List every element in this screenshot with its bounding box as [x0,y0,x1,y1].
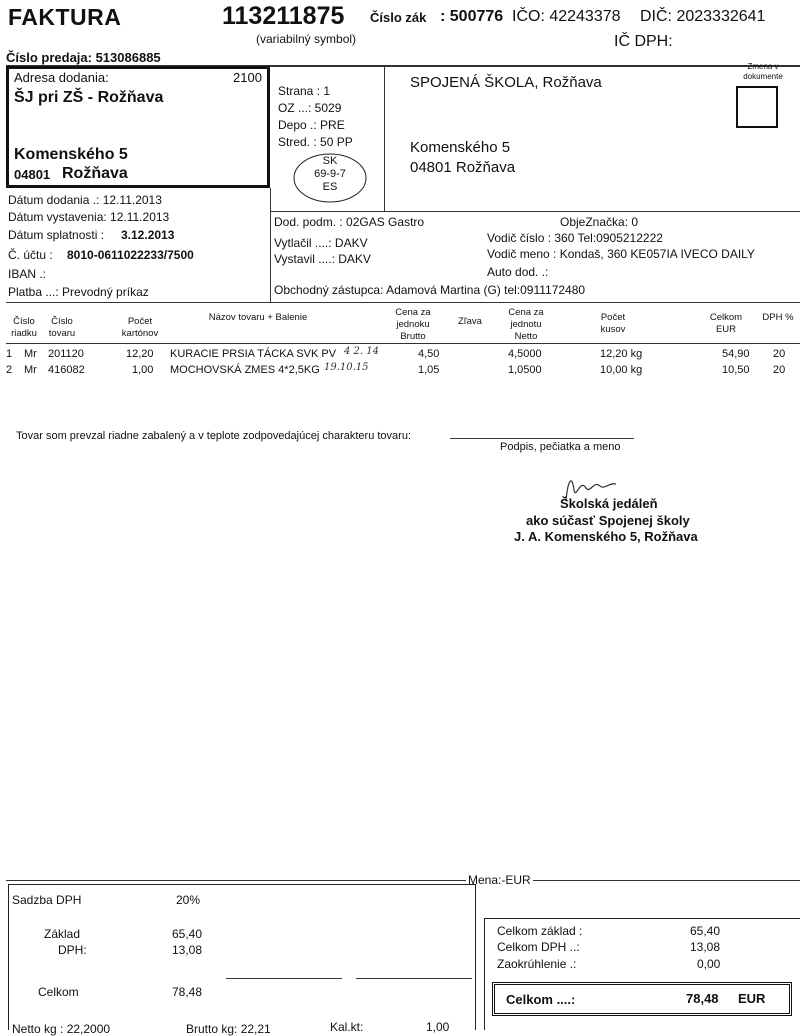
driver-number: Vodič číslo : 360 Tel:0905212222 [487,231,663,245]
col-total: Celkom EUR [709,312,743,335]
row-item-number: 416082 [48,364,85,376]
col-gross-price: Cena za jednoku Brutto [395,307,431,342]
grand-total-value: 78,48 [686,991,719,1006]
customer-number: : 500776 [440,8,504,25]
ic-dph-label: IČ DPH: [614,33,673,50]
row-product-name: MOCHOVSKÁ ZMES 4*2,5KG [170,364,320,376]
row-total: 54,90 [722,348,750,360]
delivery-address-label: Adresa dodania: [14,70,109,85]
row-total: 10,50 [722,364,750,376]
printed-by: Vytlačil ....: DAKV [274,236,368,250]
col-product-name: Názov tovaru + Balenie [208,312,308,323]
grand-total-currency: EUR [738,991,766,1006]
account-label: Č. účtu : [8,248,53,262]
delivery-name: ŠJ pri ZŠ - Rožňava [14,89,164,106]
iban-label: IBAN .: [8,267,47,281]
variable-symbol-note: (variabilný symbol) [256,32,357,46]
total-base-label: Celkom základ : [497,924,583,938]
route-stred: Stred. : 50 PP [278,135,353,149]
ico-number: IČO: 42243378 [512,8,621,25]
dic-number: DIČ: 2023332641 [640,8,766,25]
footer-brutto: Brutto kg: 22,21 [186,1022,271,1036]
total-vat-value: 13,08 [690,940,721,954]
grand-total-label: Celkom ....: [506,992,576,1007]
route-oz: OZ ...: 5029 [278,101,342,115]
footer-kal-value: 1,00 [426,1020,450,1034]
vat-base-value: 65,40 [172,927,203,941]
delivery-zip: 04801 [14,167,51,182]
currency-label: Mena:-EUR [468,873,531,887]
stamp-line-1: Školská jedáleň [560,496,658,511]
row-gross-price: 4,50 [418,348,440,360]
due-date: 3.12.2013 [121,228,175,242]
row-number: 1 [6,348,13,360]
veterinary-seal-text [292,155,368,194]
delivery-street: Komenského 5 [14,146,128,163]
sales-representative: Obchodný zástupca: Adamová Martina (G) tel:0911172480 [274,283,586,297]
row-cartons: 12,20 [126,348,154,360]
delivery-city: Rožňava [62,165,128,182]
document-title: FAKTURA [8,4,122,30]
row-net-price: 1,0500 [508,364,542,376]
row-cartons: 1,00 [132,364,154,376]
row-number: 2 [6,364,13,376]
issue-date: Dátum vystavenia: 12.11.2013 [8,210,170,224]
row-quantity: 12,20 kg [600,348,643,360]
vat-amount-value: 13,08 [172,943,203,957]
billing-name: SPOJENÁ ŠKOLA, Rožňava [410,74,602,91]
driver-name: Vodič meno : Kondaš, 360 KE057IA IVECO DAILY [487,247,755,261]
col-discount: Zľava [458,316,482,327]
col-cartons: Počet kartónov [121,316,159,339]
change-checkbox [736,86,778,128]
billing-zip-city: 04801 Rožňava [410,159,516,176]
footer-netto: Netto kg : 22,2000 [12,1022,111,1036]
change-in-document-note: Zmena v dokumente [743,62,783,81]
customer-number-label: Číslo zák [370,10,427,25]
rounding-value: 0,00 [697,957,721,971]
total-base-value: 65,40 [690,924,721,938]
row-vat: 20 [773,364,786,376]
footer-kal: Kal.kt: [330,1020,364,1034]
col-quantity: Počet kusov [600,312,626,335]
order-mark: ObjeZnačka: 0 [560,215,639,229]
row-net-price: 4,5000 [508,348,542,360]
row-product-name: KURACIE PRSIA TÁCKA SVK PV [170,348,337,360]
row-handwritten-note: 19.10.15 [324,362,369,373]
billing-street: Komenského 5 [410,139,511,156]
seal-line-2: 69-9-7 [314,168,346,180]
col-vat-rate: DPH % [762,312,794,323]
signature-label: Podpis, pečiatka a meno [500,441,621,453]
delivery-address-code: 2100 [233,70,262,85]
route-depo: Depo .: PRE [278,118,345,132]
order-number: Číslo predaja: 513086885 [6,50,161,65]
row-handwritten-note: 4 2. 14 [344,346,379,357]
stamp-line-2: ako súčasť Spojenej školy [526,513,690,528]
col-row-number: Číslo riadku [11,316,37,339]
seal-line-3: ES [322,181,338,193]
vat-rate-label: Sadzba DPH [12,893,82,907]
vat-total-label: Celkom [38,985,79,999]
row-vat: 20 [773,348,786,360]
route-page: Strana : 1 [278,84,331,98]
seal-line-1: SK [322,155,338,167]
vat-amount-label: DPH: [58,943,87,957]
invoice-number: 113211875 [222,2,345,30]
delivery-date: Dátum dodania .: 12.11.2013 [8,193,162,207]
receipt-statement: Tovar som prevzal riadne zabalený a v teplote zodpovedajúcej charakteru tovaru: [16,430,412,442]
payment-method: Platba ...: Prevodný príkaz [8,285,149,299]
delivery-car: Auto dod. .: [487,265,549,279]
vat-rate-value: 20% [176,893,201,907]
col-item-number: Číslo tovaru [48,316,76,339]
row-item-number: 201120 [48,348,84,360]
rounding-label: Zaokrúhlenie .: [497,957,577,971]
row-unit: Mr [24,364,37,376]
due-date-label: Dátum splatnosti : [8,228,105,242]
row-unit: Mr [24,348,37,360]
issued-by: Vystavil ....: DAKV [274,252,371,266]
delivery-terms: Dod. podm. : 02GAS Gastro [274,215,425,229]
vat-total-value: 78,48 [172,985,203,999]
vat-base-label: Základ [44,927,81,941]
row-quantity: 10,00 kg [600,364,643,376]
row-gross-price: 1,05 [418,364,440,376]
stamp-line-3: J. A. Komenského 5, Rožňava [514,529,698,544]
total-vat-label: Celkom DPH ..: [497,940,580,954]
account-number: 8010-0611022233/7500 [67,248,194,262]
col-net-price: Cena za jednotu Netto [508,307,544,342]
